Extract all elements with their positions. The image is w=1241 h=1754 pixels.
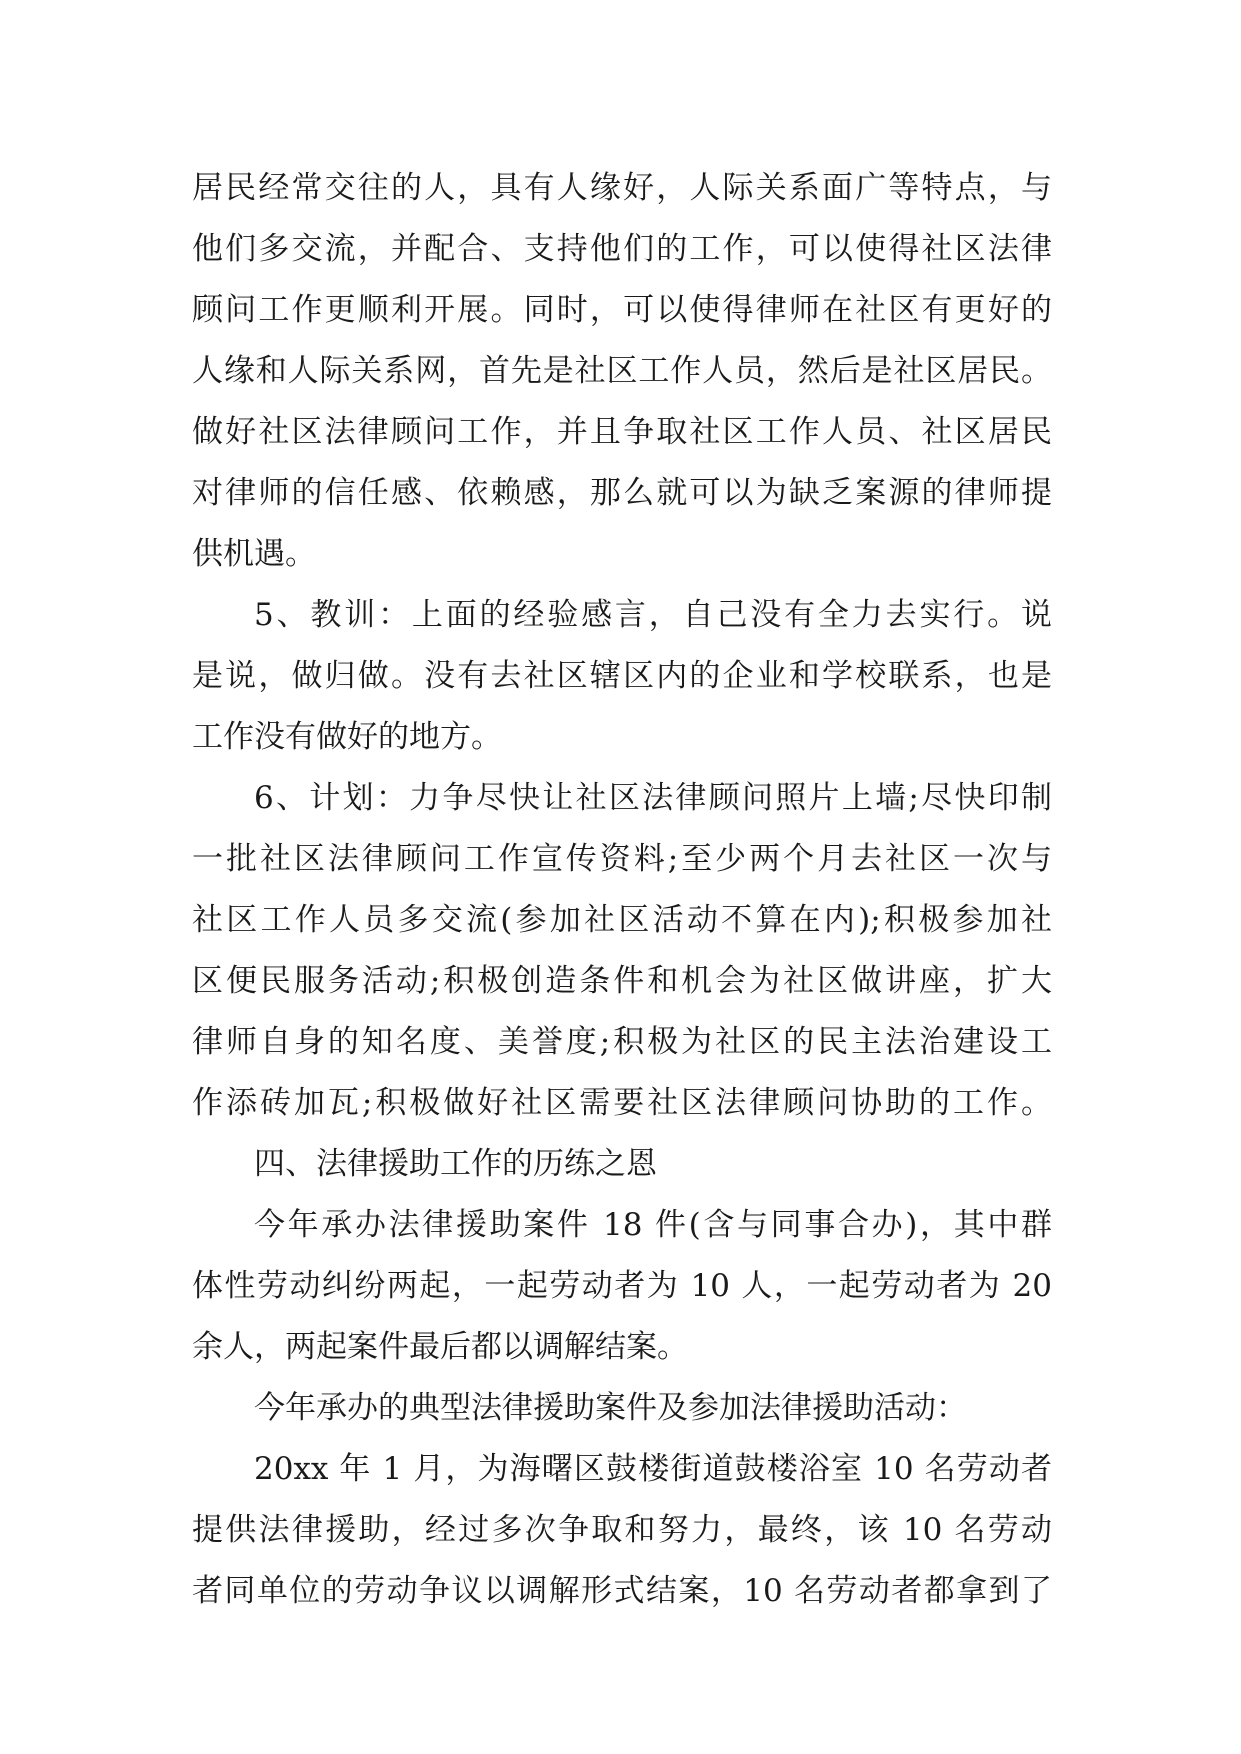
text-line: 体性劳动纠纷两起，一起劳动者为 10 人，一起劳动者为 20 [192, 1268, 1052, 1304]
text-line: 对律师的信任感、依赖感，那么就可以为缺乏案源的律师提 [192, 475, 1052, 511]
text-line: 律师自身的知名度、美誉度;积极为社区的民主法治建设工 [192, 1024, 1052, 1060]
text-line: 今年承办的典型法律援助案件及参加法律援助活动： [254, 1390, 967, 1426]
document-body [192, 158, 1052, 1622]
text-line: 供机遇。 [192, 536, 316, 572]
text-line: 人缘和人际关系网，首先是社区工作人员，然后是社区居民。 [192, 353, 1052, 389]
text-line: 提供法律援助，经过多次争取和努力，最终，该 10 名劳动 [192, 1512, 1052, 1548]
text-line: 他们多交流，并配合、支持他们的工作，可以使得社区法律 [192, 231, 1052, 267]
text-line: 工作没有做好的地方。 [192, 719, 502, 755]
text-line: 顾问工作更顺利开展。同时，可以使得律师在社区有更好的 [192, 292, 1052, 328]
text-line: 社区工作人员多交流(参加社区活动不算在内);积极参加社 [192, 902, 1052, 938]
text-line: 区便民服务活动;积极创造条件和机会为社区做讲座，扩大 [192, 963, 1052, 999]
text-line: 一批社区法律顾问工作宣传资料;至少两个月去社区一次与 [192, 841, 1052, 877]
text-line: 作添砖加瓦;积极做好社区需要社区法律顾问协助的工作。 [192, 1085, 1052, 1121]
text-line: 今年承办法律援助案件 18 件(含与同事合办)，其中群 [254, 1207, 1052, 1243]
text-line: 四、法律援助工作的历练之恩 [254, 1146, 657, 1182]
text-line: 余人，两起案件最后都以调解结案。 [192, 1329, 688, 1365]
text-line: 20xx 年 1 月，为海曙区鼓楼街道鼓楼浴室 10 名劳动者 [254, 1451, 1052, 1487]
text-line: 5、教训：上面的经验感言，自己没有全力去实行。说 [254, 597, 1052, 633]
text-line: 居民经常交往的人，具有人缘好，人际关系面广等特点，与 [192, 170, 1052, 206]
text-line: 者同单位的劳动争议以调解形式结案，10 名劳动者都拿到了 [192, 1573, 1052, 1609]
text-line: 是说，做归做。没有去社区辖区内的企业和学校联系，也是 [192, 658, 1052, 694]
text-line: 做好社区法律顾问工作，并且争取社区工作人员、社区居民 [192, 414, 1052, 450]
text-line: 6、计划：力争尽快让社区法律顾问照片上墙;尽快印制 [254, 780, 1052, 816]
